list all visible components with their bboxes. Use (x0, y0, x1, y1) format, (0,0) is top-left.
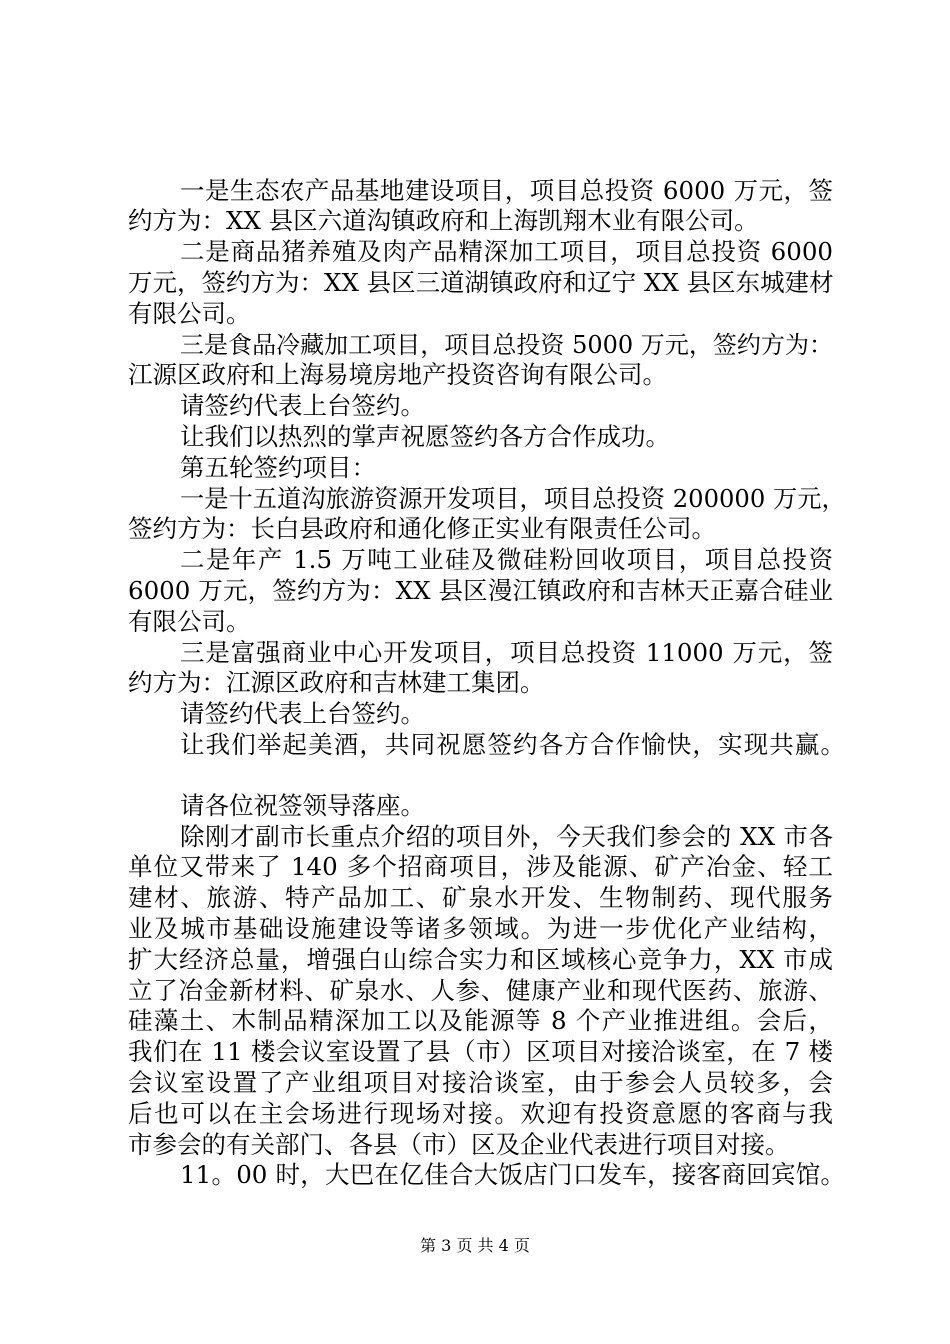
text-line: 请签约代表上台签约。 (180, 391, 425, 420)
text-line: 请签约代表上台签约。 (180, 699, 425, 728)
text-line: 请各位祝签领导落座。 (180, 791, 425, 820)
text-line: 江源区政府和上海易境房地产投资咨询有限公司。 (128, 360, 667, 389)
text-line: 6000 万元，签约方为：XX 县区漫江镇政府和吉林天正嘉合硅业 (128, 576, 833, 605)
text-line: 让我们以热烈的掌声祝愿签约各方合作成功。 (180, 422, 670, 451)
text-line: 扩大经济总量，增强白山综合实力和区域核心竞争力，XX 市成 (128, 945, 833, 974)
text-line: 让我们举起美酒，共同祝愿签约各方合作愉快，实现共赢。 (180, 730, 845, 759)
text-line: 有限公司。 (128, 299, 251, 328)
text-line: 单位又带来了 140 多个招商项目，涉及能源、矿产冶金、轻工 (128, 852, 833, 881)
text-line: 一是十五道沟旅游资源开发项目，项目总投资 200000 万元， (180, 484, 846, 513)
text-line: 建材、旅游、特产品加工、矿泉水开发、生物制药、现代服务 (128, 883, 833, 912)
text-line: 一是生态农产品基地建设项目，项目总投资 6000 万元，签 (180, 176, 833, 205)
text-line: 市参会的有关部门、各县（市）区及企业代表进行项目对接。 (128, 1130, 790, 1159)
page-number-footer: 第 3 页 共 4 页 (420, 1236, 530, 1255)
text-line: 11。00 时，大巴在亿佳合大饭店门口发车，接客商回宾馆。 (180, 1160, 845, 1189)
text-line: 第五轮签约项目： (180, 453, 376, 482)
text-line: 约方为：XX 县区六道沟镇政府和上海凯翔木业有限公司。 (128, 206, 759, 235)
text-line: 二是商品猪养殖及肉产品精深加工项目，项目总投资 6000 (180, 237, 833, 266)
text-line: 三是富强商业中心开发项目，项目总投资 11000 万元，签 (180, 638, 833, 667)
text-line: 约方为：江源区政府和吉林建工集团。 (128, 668, 545, 697)
text-line: 硅藻土、木制品精深加工以及能源等 8 个产业推进组。会后， (128, 1006, 833, 1035)
text-line: 有限公司。 (128, 607, 251, 636)
text-line: 签约方为：长白县政府和通化修正实业有限责任公司。 (128, 514, 716, 543)
text-line: 除刚才副市长重点介绍的项目外，今天我们参会的 XX 市各 (180, 822, 833, 851)
text-line: 业及城市基础设施建设等诸多领域。为进一步优化产业结构， (128, 914, 833, 943)
text-line: 万元，签约方为：XX 县区三道湖镇政府和辽宁 XX 县区东城建材 (128, 268, 834, 297)
text-line: 二是年产 1.5 万吨工业硅及微硅粉回收项目，项目总投资 (180, 545, 833, 574)
text-line: 后也可以在主会场进行现场对接。欢迎有投资意愿的客商与我 (128, 1099, 833, 1128)
text-line: 立了冶金新材料、矿泉水、人参、健康产业和现代医药、旅游、 (128, 976, 833, 1005)
text-line: 会议室设置了产业组项目对接洽谈室，由于参会人员较多，会 (128, 1068, 833, 1097)
text-line: 我们在 11 楼会议室设置了县（市）区项目对接洽谈室，在 7 楼 (128, 1037, 833, 1066)
text-line: 三是食品冷藏加工项目，项目总投资 5000 万元，签约方为： (180, 331, 833, 359)
